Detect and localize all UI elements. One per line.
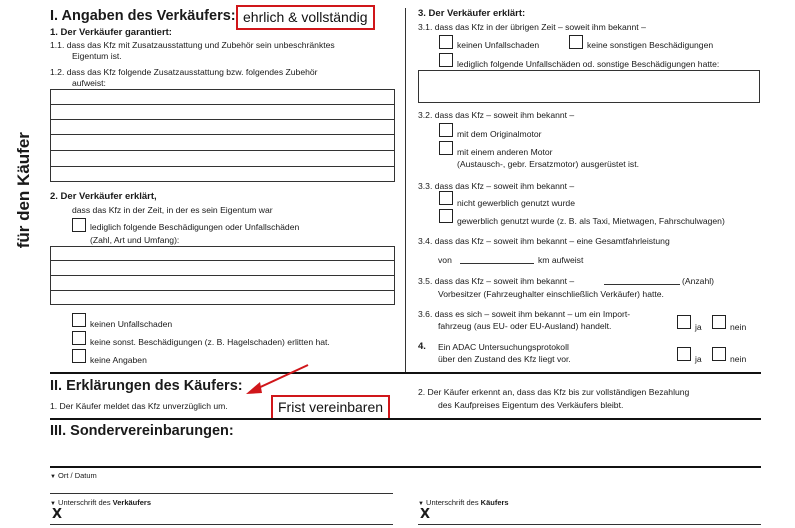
p1-1-text-b: Eigentum ist. xyxy=(72,51,122,61)
buyer-signature-line[interactable] xyxy=(418,524,761,525)
opt-keinen-unfallschaden-3: keinen Unfallschaden xyxy=(457,40,540,50)
checkbox-nicht-gewerblich[interactable] xyxy=(439,191,453,205)
checkbox-keine-sonst-beschaedigungen[interactable] xyxy=(72,331,86,345)
p3-5-text: 3.5. dass das Kfz – soweit ihm bekannt – xyxy=(418,276,575,286)
section-divider xyxy=(50,372,761,374)
p2-title: 2. Der Verkäufer erklärt, xyxy=(50,191,157,202)
writing-line xyxy=(50,290,395,291)
column-divider xyxy=(405,8,406,372)
checkbox-lediglich-unfallschaeden[interactable] xyxy=(439,53,453,67)
p1-2-text-b: aufweist: xyxy=(72,78,106,88)
opt-anderer-motor-b: (Austausch-, gebr. Ersatzmotor) ausgerüstet ist. xyxy=(457,159,639,169)
section-2-p1: 1. Der Käufer meldet das Kfz unverzüglich um. xyxy=(50,401,228,411)
opt-lediglich-unfallschaeden: lediglich folgende Unfallschäden od. sonstige Beschädigungen hatte: xyxy=(457,59,720,69)
p1-1-text: 1.1. dass das Kfz mit Zusatzausstattung und Zubehör sein unbeschränktes xyxy=(50,40,335,50)
writing-line xyxy=(50,260,395,261)
checkbox-keine-angaben[interactable] xyxy=(72,349,86,363)
km-input-line[interactable] xyxy=(460,263,534,264)
writing-line xyxy=(50,275,395,276)
p2-opt1-text: lediglich folgende Beschädigungen oder Unfallschäden xyxy=(90,222,300,232)
p3-4-text: 3.4. dass das Kfz – soweit ihm bekannt – eine Gesamtfahrleistung xyxy=(418,236,670,246)
p3-4-von: von xyxy=(438,255,452,265)
p3-4-km: km aufweist xyxy=(538,255,584,265)
opt-originalmotor: mit dem Originalmotor xyxy=(457,129,542,139)
side-label: für den Käufer xyxy=(13,132,33,249)
section-2-p2: 2. Der Käufer erkennt an, dass das Kfz bis zur vollständigen Bezahlung xyxy=(418,387,690,397)
p3-title: 3. Der Verkäufer erklärt: xyxy=(418,8,526,19)
anzahl-input-line[interactable] xyxy=(604,284,680,285)
p3-1-writing-box[interactable] xyxy=(418,70,760,103)
opt-keine-sonstigen: keine sonstigen Beschädigungen xyxy=(587,40,714,50)
p4-text-b: über den Zustand des Kfz liegt vor. xyxy=(438,354,571,364)
writing-line xyxy=(50,166,395,167)
seller-signature-label: ▼ Unterschrift des Verkäufers xyxy=(50,498,152,507)
import-ja-label: ja xyxy=(695,322,702,332)
p3-6-text: 3.6. dass es sich – soweit ihm bekannt – um ein Import- xyxy=(418,309,631,319)
callout-arrow xyxy=(240,360,320,400)
seller-signature-line[interactable] xyxy=(50,524,393,525)
opt-keine-angaben: keine Angaben xyxy=(90,355,147,365)
checkbox-adac-ja[interactable] xyxy=(677,347,691,361)
buyer-x-mark: X xyxy=(420,507,431,522)
section-3-heading: III. Sondervereinbarungen: xyxy=(50,423,234,439)
opt-anderer-motor: mit einem anderen Motor xyxy=(457,147,553,157)
p1-2-text: 1.2. dass das Kfz folgende Zusatzausstattung bzw. folgendes Zubehör xyxy=(50,67,318,77)
p3-6-text-b: fahrzeug (aus EU- oder EU-Ausland) handelt. xyxy=(438,321,612,331)
import-nein-label: nein xyxy=(730,322,747,332)
checkbox-originalmotor[interactable] xyxy=(439,123,453,137)
checkbox-adac-nein[interactable] xyxy=(712,347,726,361)
section-2-p2-b: des Kaufpreises Eigentum des Verkäufers bleibt. xyxy=(438,400,624,410)
p4-number: 4. xyxy=(418,341,426,352)
ort-datum-line[interactable] xyxy=(50,493,393,494)
callout-ehrlich: ehrlich & vollständig xyxy=(236,5,375,30)
opt-nicht-gewerblich: nicht gewerblich genutzt wurde xyxy=(457,198,575,208)
buyer-signature-label: ▼ Unterschrift des Käufers xyxy=(418,498,509,507)
section-divider xyxy=(50,418,761,420)
adac-ja-label: ja xyxy=(695,354,702,364)
writing-line xyxy=(50,150,395,151)
p3-2-text: 3.2. dass das Kfz – soweit ihm bekannt – xyxy=(418,110,575,120)
checkbox-keinen-unfallschaden[interactable] xyxy=(72,313,86,327)
opt-keinen-unfallschaden: keinen Unfallschaden xyxy=(90,319,173,329)
opt-keine-sonst-beschaedigungen: keine sonst. Beschädigungen (z. B. Hagelschaden) erlitten hat. xyxy=(90,337,330,347)
p3-1-text: 3.1. dass das Kfz in der übrigen Zeit – soweit ihm bekannt – xyxy=(418,22,646,32)
checkbox-keine-sonstigen[interactable] xyxy=(569,35,583,49)
callout-frist: Frist vereinbaren xyxy=(271,395,390,420)
checkbox-import-ja[interactable] xyxy=(677,315,691,329)
p1-2-writing-box[interactable] xyxy=(50,89,395,182)
writing-line xyxy=(50,134,395,135)
section-divider xyxy=(50,466,761,468)
checkbox-import-nein[interactable] xyxy=(712,315,726,329)
section-2-heading: II. Erklärungen des Käufers: xyxy=(50,378,243,394)
checkbox-anderer-motor[interactable] xyxy=(439,141,453,155)
adac-nein-label: nein xyxy=(730,354,747,364)
writing-line xyxy=(50,119,395,120)
ort-datum-label: ▼ Ort / Datum xyxy=(50,471,97,480)
checkbox-lediglich-beschaedigungen[interactable] xyxy=(72,218,86,232)
section-1-heading: I. Angaben des Verkäufers: xyxy=(50,8,236,24)
checkbox-gewerblich[interactable] xyxy=(439,209,453,223)
p4-text: Ein ADAC Untersuchungsprotokoll xyxy=(438,342,569,352)
p1-title: 1. Der Verkäufer garantiert: xyxy=(50,27,172,38)
seller-x-mark: X xyxy=(52,507,63,522)
p2-opt1-text-b: (Zahl, Art und Umfang): xyxy=(90,235,180,245)
p2-text: dass das Kfz in der Zeit, in der es sein Eigentum war xyxy=(72,205,273,215)
p3-5-anzahl: (Anzahl) xyxy=(682,276,714,286)
p3-5-text-b: Vorbesitzer (Fahrzeughalter einschließlich Verkäufer) hatte. xyxy=(438,289,664,299)
opt-gewerblich: gewerblich genutzt wurde (z. B. als Taxi, Mietwagen, Fahrschulwagen) xyxy=(457,216,725,226)
writing-line xyxy=(50,104,395,105)
checkbox-keinen-unfallschaden-3[interactable] xyxy=(439,35,453,49)
p3-3-text: 3.3. dass das Kfz – soweit ihm bekannt – xyxy=(418,181,575,191)
